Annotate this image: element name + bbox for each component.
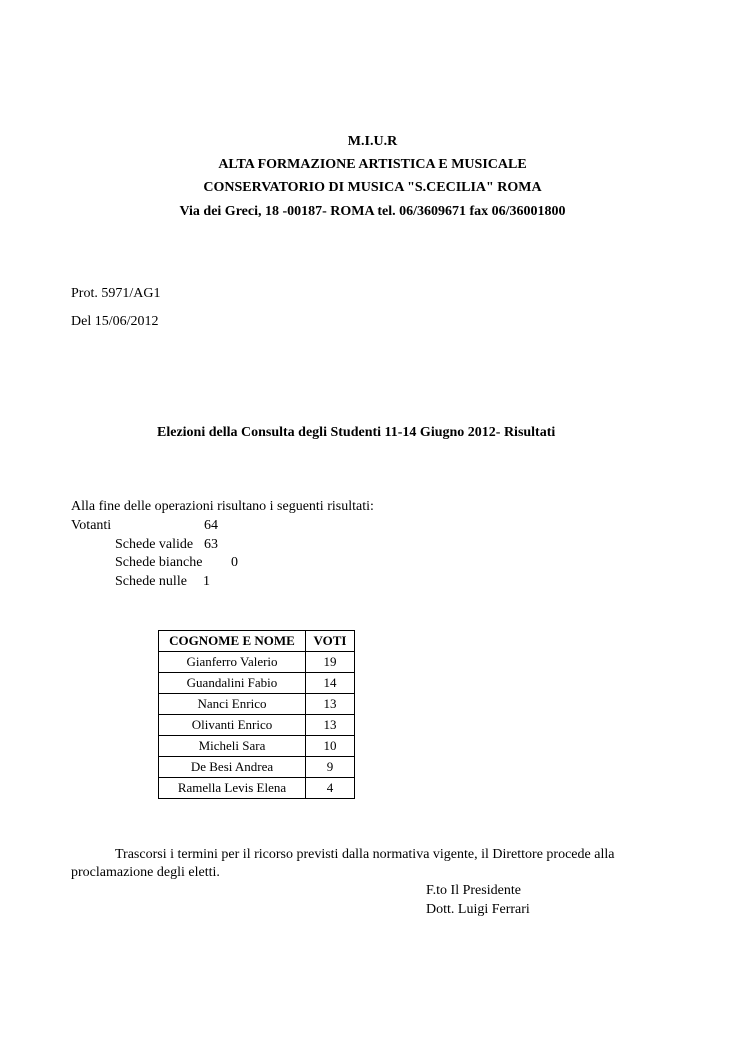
schede-valide-value: 63 bbox=[204, 537, 218, 552]
candidate-votes: 14 bbox=[306, 673, 355, 694]
schede-valide-label: Schede valide bbox=[115, 537, 194, 552]
schede-nulle-label: Schede nulle bbox=[115, 574, 187, 589]
table-row bbox=[159, 715, 355, 736]
candidate-name: Nanci Enrico bbox=[159, 694, 306, 715]
candidate-name: Guandalini Fabio bbox=[159, 673, 306, 694]
protocol-number: Prot. 5971/AG1 bbox=[71, 286, 161, 301]
candidate-votes: 10 bbox=[306, 736, 355, 757]
header-line-miur: M.I.U.R bbox=[347, 134, 398, 149]
table-row bbox=[159, 652, 355, 673]
table-row bbox=[159, 778, 355, 799]
candidate-name: Ramella Levis Elena bbox=[159, 778, 306, 799]
intro-text: Alla fine delle operazioni risultano i seguenti risultati: bbox=[71, 499, 374, 514]
header-line-conservatory: CONSERVATORIO DI MUSICA "S.CECILIA" ROMA bbox=[203, 180, 542, 195]
closing-text-line-1: Trascorsi i termini per il ricorso previsti dalla normativa vigente, il Direttore procede alla bbox=[115, 847, 615, 862]
protocol-date: Del 15/06/2012 bbox=[71, 314, 159, 329]
votanti-label: Votanti bbox=[71, 518, 112, 533]
signature-name: Dott. Luigi Ferrari bbox=[426, 902, 530, 917]
candidate-name: Micheli Sara bbox=[159, 736, 306, 757]
results-table bbox=[158, 630, 355, 799]
column-header-votes: VOTI bbox=[306, 631, 355, 652]
header-line-address: Via dei Greci, 18 -00187- ROMA tel. 06/3609671 fax 06/36001800 bbox=[179, 204, 566, 219]
table-row bbox=[159, 673, 355, 694]
candidate-votes: 4 bbox=[306, 778, 355, 799]
candidate-name: Olivanti Enrico bbox=[159, 715, 306, 736]
document-subject: Elezioni della Consulta degli Studenti 11-14 Giugno 2012- Risultati bbox=[157, 425, 556, 440]
header-line-afam: ALTA FORMAZIONE ARTISTICA E MUSICALE bbox=[218, 157, 527, 172]
schede-bianche-label: Schede bianche bbox=[115, 555, 203, 570]
table-header-row bbox=[159, 631, 355, 652]
schede-bianche-value: 0 bbox=[231, 555, 238, 570]
candidate-votes: 19 bbox=[306, 652, 355, 673]
candidate-votes: 13 bbox=[306, 715, 355, 736]
candidate-votes: 13 bbox=[306, 694, 355, 715]
schede-nulle-value: 1 bbox=[203, 574, 210, 589]
votanti-value: 64 bbox=[204, 518, 218, 533]
candidate-name: De Besi Andrea bbox=[159, 757, 306, 778]
table-row bbox=[159, 736, 355, 757]
candidate-name: Gianferro Valerio bbox=[159, 652, 306, 673]
table-row bbox=[159, 694, 355, 715]
signature-title: F.to Il Presidente bbox=[426, 883, 521, 898]
candidate-votes: 9 bbox=[306, 757, 355, 778]
column-header-name: COGNOME E NOME bbox=[159, 631, 306, 652]
table-row bbox=[159, 757, 355, 778]
closing-text-line-2: proclamazione degli eletti. bbox=[71, 865, 220, 880]
